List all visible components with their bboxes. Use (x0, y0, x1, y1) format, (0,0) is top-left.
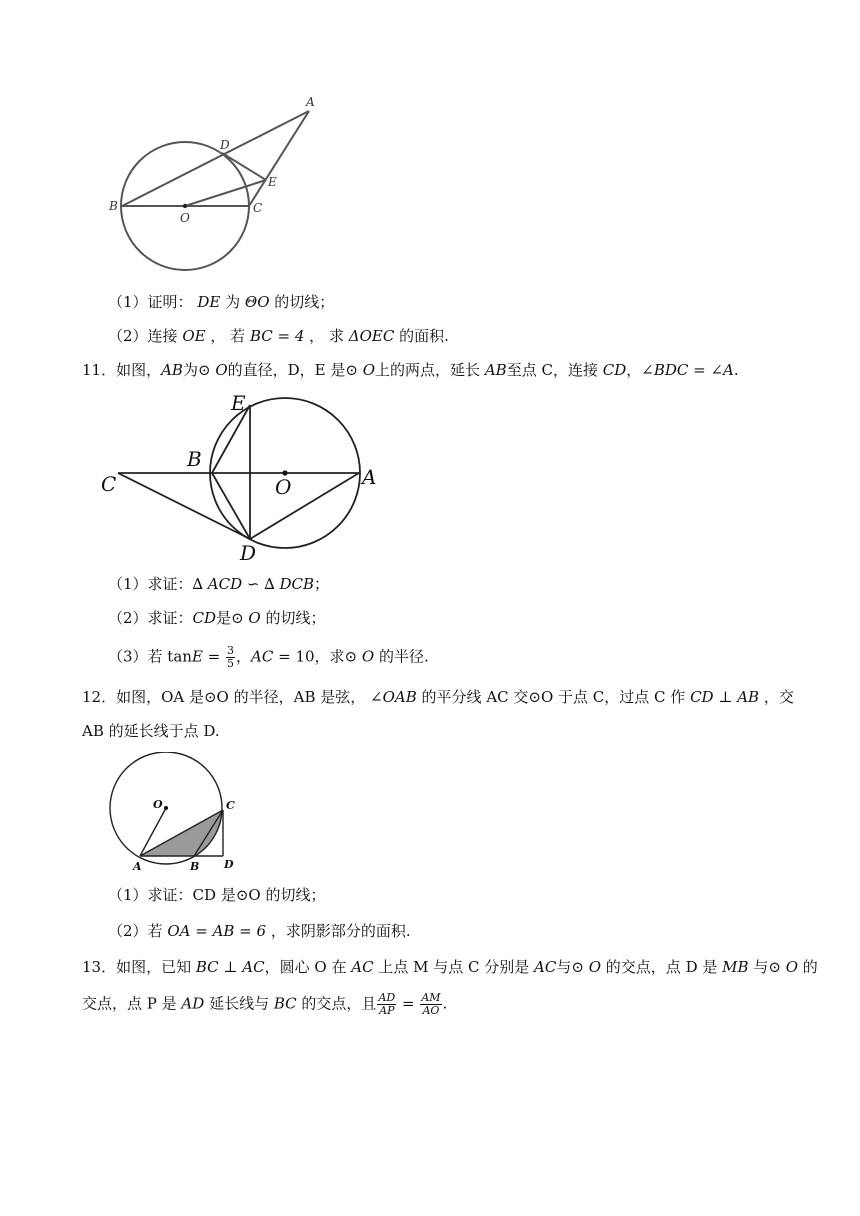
segment-ba (122, 111, 309, 206)
text: 上点 M 与点 C 分别是 (378, 958, 530, 976)
fraction-ad-ap (377, 992, 396, 1017)
text: ， (626, 361, 642, 379)
text: （1）求证： (108, 575, 193, 593)
label-d: D (220, 138, 230, 152)
label-c: C (226, 799, 235, 812)
figure-q11 (95, 388, 385, 566)
q13-stem-line2 (82, 992, 447, 1017)
math: O (362, 361, 376, 379)
text: 12．如图，OA 是⊙O 的半径，AB 是弦， (82, 688, 366, 706)
label-o: O (275, 475, 292, 499)
q11-part3 (108, 645, 429, 670)
text: （3）若 tan (108, 647, 192, 666)
math: O (361, 647, 375, 666)
math-triangle-oec: ΔOEC (348, 327, 395, 345)
math: AC (534, 958, 557, 976)
text: ，交 (763, 688, 794, 706)
label-d: D (240, 541, 257, 565)
q12-stem-line2 (82, 720, 220, 742)
label-a: A (133, 860, 142, 873)
text: 的平分线 AC 交⊙O 于点 C，过点 C 作 (421, 688, 686, 706)
text: 为⊙ (182, 361, 211, 379)
q10-part2 (108, 325, 449, 347)
math: BC ⊥ AC (195, 958, 265, 976)
text: = (397, 994, 420, 1013)
text: ， (210, 327, 226, 345)
text: 的直径，D，E 是⊙ (227, 361, 358, 379)
math: AC (251, 647, 274, 666)
math: AD (181, 994, 205, 1013)
text: 为 (225, 293, 241, 311)
math: O (588, 958, 602, 976)
figure-q12 (100, 752, 245, 874)
math: O (785, 958, 798, 976)
math: OA = AB = 6 (167, 922, 267, 940)
text: 上的两点，延长 (375, 361, 481, 379)
q11-stem (82, 359, 739, 381)
figure-q10 (100, 90, 330, 280)
label-c: C (253, 201, 263, 215)
label-b: B (187, 447, 202, 471)
numerator: AD (378, 991, 396, 1004)
text: 的面积. (399, 327, 449, 345)
segment-da (250, 473, 359, 539)
math: CD (602, 361, 627, 379)
text: ； (314, 575, 330, 593)
text: . (733, 361, 739, 379)
text: 的半径. (379, 647, 429, 666)
numerator: 3 (227, 644, 235, 657)
math: ∠BDC = ∠A (641, 361, 734, 379)
math-similar-triangles: ∆ ACD ∽ ∆ DCB (192, 575, 314, 593)
center-point (164, 806, 168, 810)
q13-stem-line1 (82, 956, 818, 978)
math: O (215, 361, 228, 379)
math-de: DE (197, 293, 221, 311)
math: CD (192, 609, 217, 627)
text: 至点 C，连接 (506, 361, 598, 379)
math: BC (273, 994, 297, 1013)
math: AC (351, 958, 374, 976)
text: = (202, 647, 226, 666)
text: ，求⊙ (314, 647, 358, 666)
text: 的交点，点 D 是 (605, 958, 718, 976)
text: 若 (230, 327, 246, 345)
label-a: A (306, 95, 315, 109)
text: 的切线； (265, 609, 326, 627)
label-c: C (101, 472, 117, 496)
q11-part2 (108, 607, 326, 629)
text: = 10 (273, 647, 315, 666)
label-o: O (180, 211, 190, 225)
q10-part1 (108, 291, 334, 313)
math: ∠OAB (370, 688, 417, 706)
text: 交点，点 P 是 (82, 994, 177, 1013)
math: O (248, 609, 261, 627)
text: 与⊙ (753, 958, 781, 976)
text: 的切线； (274, 293, 335, 311)
fraction-3-5 (226, 645, 235, 670)
math-oe: OE (182, 327, 206, 345)
text: 延长线与 (209, 994, 270, 1013)
label-d: D (224, 858, 234, 871)
math: E (191, 647, 203, 666)
label-b: B (109, 199, 118, 213)
text: 13．如图，已知 (82, 958, 192, 976)
text: 与⊙ (556, 958, 584, 976)
q12-part2 (108, 920, 411, 942)
text: ， (236, 647, 252, 666)
denominator: 5 (227, 657, 235, 670)
text: 是⊙ (216, 609, 244, 627)
math: AB (484, 361, 507, 379)
math: MB (722, 958, 749, 976)
label-e: E (231, 391, 246, 415)
text: ，求阴影部分的面积. (270, 922, 411, 940)
math-bc-4: BC = 4 (249, 327, 305, 345)
math-circle-o: ΘO (244, 293, 270, 311)
label-b: B (190, 860, 200, 873)
center-point (183, 204, 187, 208)
q12-stem-line1 (82, 686, 794, 708)
label-o: O (153, 798, 163, 811)
denominator: AO (422, 1004, 440, 1017)
segment-de (222, 153, 266, 180)
denominator: AP (379, 1004, 395, 1017)
math: CD ⊥ AB (690, 688, 760, 706)
text: （2）若 (108, 922, 163, 940)
text: （2）求证： (108, 609, 193, 627)
text: AB 的延长线于点 D. (82, 722, 220, 740)
question-number: 11．如图， (82, 361, 162, 379)
math: AB (161, 361, 183, 379)
text: （1）证明： (108, 293, 193, 311)
label-e: E (268, 175, 277, 189)
text: ，圆心 O 在 (264, 958, 347, 976)
text: 求 (328, 327, 344, 345)
text: ， (309, 327, 325, 345)
numerator: AM (421, 991, 441, 1004)
q11-part1 (108, 573, 329, 595)
text: 的交点，且 (301, 994, 377, 1013)
label-a: A (362, 465, 377, 489)
text: （1）求证：CD 是⊙O 的切线； (108, 886, 326, 904)
text: . (442, 994, 448, 1013)
text: （2）连接 (108, 327, 178, 345)
fraction-am-ao (420, 992, 441, 1017)
q12-part1 (108, 884, 325, 906)
text: 的 (802, 958, 818, 976)
